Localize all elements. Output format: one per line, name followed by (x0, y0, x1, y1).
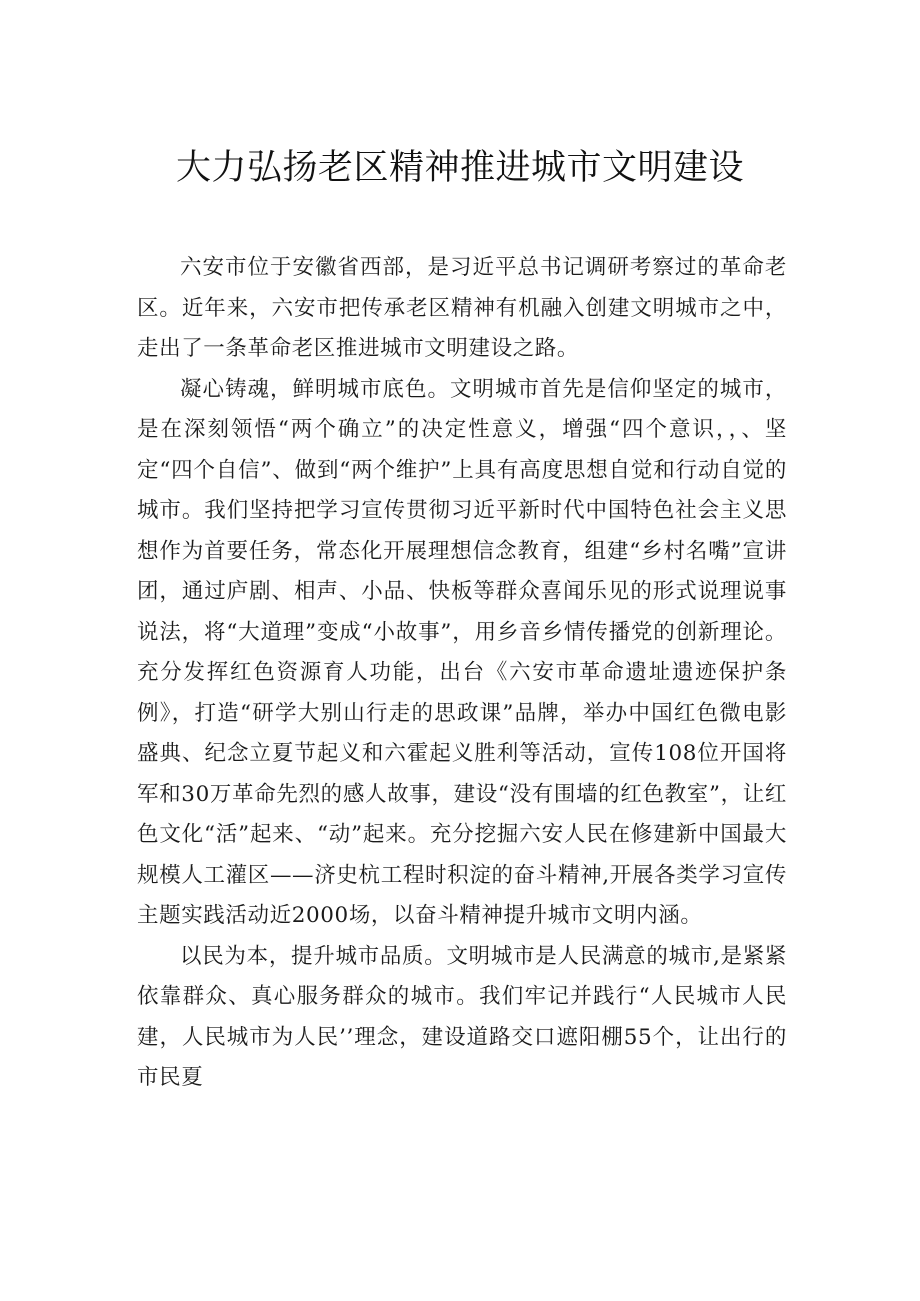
paragraph-intro: 六安市位于安徽省西部，是习近平总书记调研考察过的革命老区。近年来，六安市把传承老区精神有机融入创建文明城市之中，走出了一条革命老区推进城市文明建设之路。 (137, 255, 787, 361)
paragraph-soul: 凝心铸魂，鲜明城市底色。文明城市首先是信仰坚定的城市，是在深刻领悟“两个确立”的决定性意义，增强“四个意识，，、坚定“四个自信”、做到“两个维护”上具有高度思想自觉和行动自觉的城市。我们坚持把学习宣传贯彻习近平新时代中国特色社会主义思想作为首要任务，常态化开展理想信念教育，组建“乡村名嘴”宣讲团，通过庐剧、相声、小品、快板等群众喜闻乐见的形式说理说事说法，将“大道理”变成“小故事”，用乡音乡情传播党的创新理论。充分发挥红色资源育人功能，出台《六安市革命遗址遗迹保护条例》，打造“研学大别山行走的思政课”品牌，举办中国红色微电影盛典、纪念立夏节起义和六霍起义胜利等活动，宣传108位开国将军和30万革命先烈的感人故事，建设“没有围墙的红色教室”，让红色文化“活”起来、“动”起来。充分挖掘六安人民在修建新中国最大规模人工灌区——济史杭工程时积淀的奋斗精神,开展各类学习宣传主题实践活动近2000场，以奋斗精神提升城市文明内涵。 (137, 376, 787, 928)
paragraph-people: 以民为本，提升城市品质。文明城市是人民满意的城市,是紧紧依靠群众、真心服务群众的城市。我们牢记并践行“人民城市人民建，人民城市为人民’’理念，建设道路交口遮阳棚55个，让出行的市民夏 (137, 943, 787, 1090)
document-body (137, 248, 787, 1099)
document-title: 大力弘扬老区精神推进城市文明建设 (175, 148, 744, 188)
